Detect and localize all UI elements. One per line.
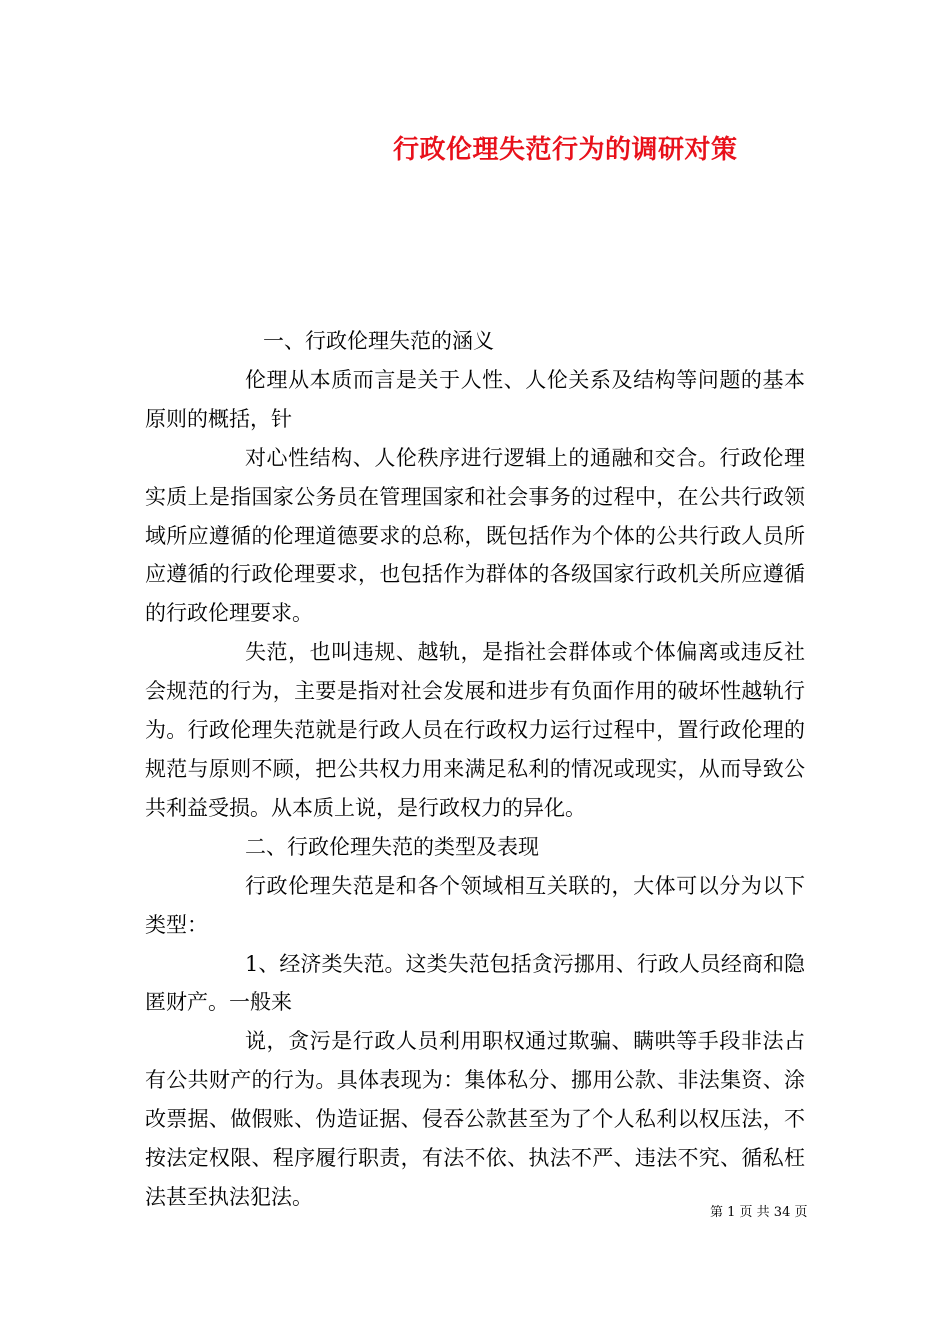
paragraph-6: 说，贪污是行政人员利用职权通过欺骗、瞒哄等手段非法占有公共财产的行为。具体表现为：集体私分、挪用公款、非法集资、涂改票据、做假账、伪造证据、侵吞公款甚至为了个人私利以权压法，不按法定权限、程序履行职责，有法不依、执法不严、违法不究、循私枉法甚至执法犯法。 <box>145 1029 805 1209</box>
paragraph-4: 行政伦理失范是和各个领域相互关联的，大体可以分为以下类型： <box>145 873 805 937</box>
paragraph-3: 失范，也叫违规、越轨，是指社会群体或个体偏离或违反社会规范的行为，主要是指对社会发展和进步有负面作用的破坏性越轨行为。行政伦理失范就是行政人员在行政权力运行过程中，置行政伦理的规范与原则不顾，把公共权力用来满足私利的情况或现实，从而导致公共利益受损。从本质上说，是行政权力的异化。 <box>145 640 805 820</box>
paragraph-5: 1、经济类失范。这类失范包括贪污挪用、行政人员经商和隐匿财产。一般来 <box>145 951 805 1015</box>
section-heading-2: 二、行政伦理失范的类型及表现 <box>245 834 539 859</box>
paragraph-2: 对心性结构、人伦秩序进行逻辑上的通融和交合。行政伦理实质上是指国家公务员在管理国家和社会事务的过程中，在公共行政领域所应遵循的伦理道德要求的总称，既包括作为个体的公共行政人员所应遵循的行政伦理要求，也包括作为群体的各级国家行政机关所应遵循的行政伦理要求。 <box>145 445 805 626</box>
page-number: 第 1 页 共 34 页 <box>710 1205 808 1220</box>
document-title: 行政伦理失范行为的调研对策 <box>393 135 738 165</box>
document-body <box>145 322 805 1217</box>
paragraph-1: 伦理从本质而言是关于人性、人伦关系及结构等问题的基本原则的概括，针 <box>145 367 805 431</box>
section-heading-1: 一、行政伦理失范的涵义 <box>263 329 494 353</box>
